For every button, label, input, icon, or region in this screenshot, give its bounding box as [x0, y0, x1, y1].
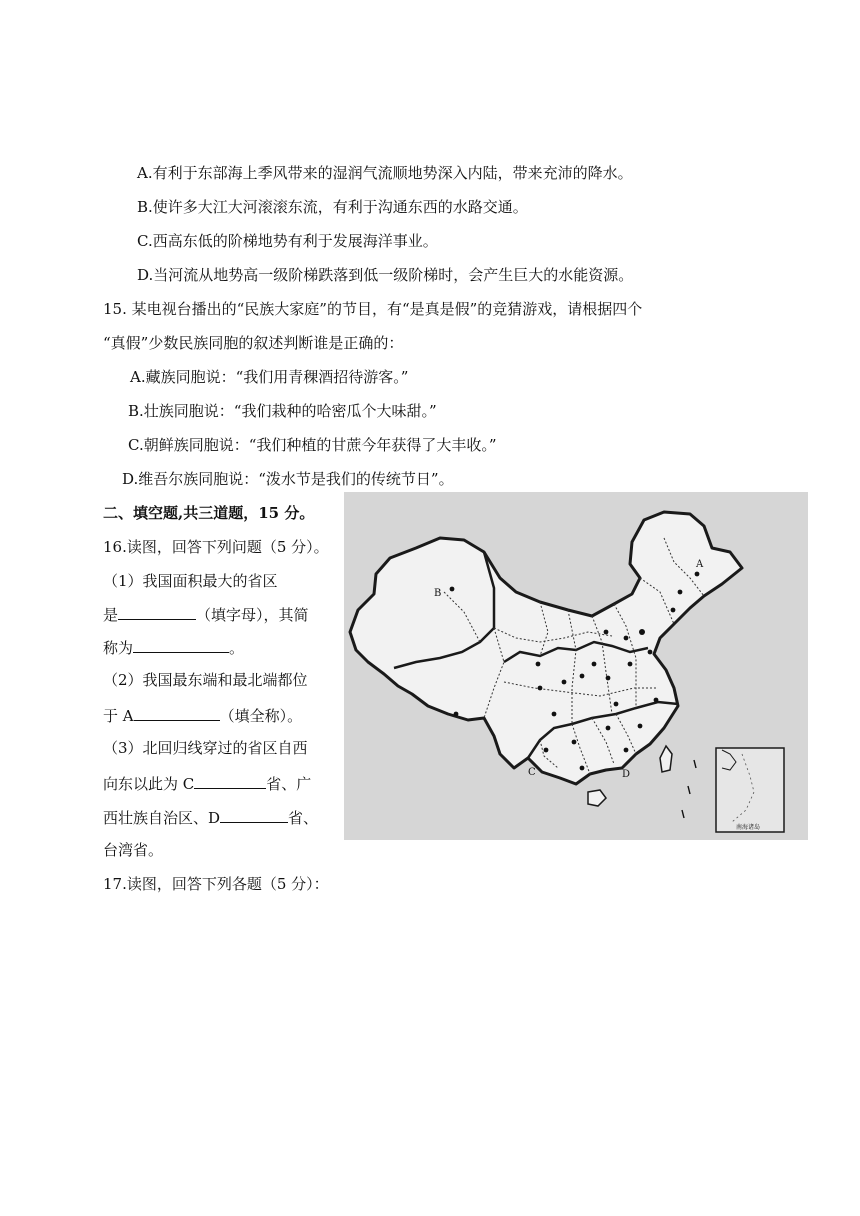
q16-part3-text-c: 西壮族自治区、D	[103, 809, 221, 827]
inset-caption: 南海诸岛	[735, 824, 761, 831]
q15-option-a: A.藏族同胞说：“我们用青稞酒招待游客。”	[130, 368, 409, 386]
answer-blank-3[interactable]	[134, 704, 220, 721]
q16-part1-text-b: （填字母），其简	[196, 606, 309, 624]
answer-blank-2[interactable]	[133, 636, 229, 653]
q15-option-c: C.朝鲜族同胞说：“我们种植的甘蔗今年获得了大丰收。”	[128, 436, 497, 454]
q16-part1-line3	[103, 636, 244, 658]
q16-title: 16.读图，回答下列问题（5 分）。	[103, 538, 329, 556]
q16-part1-text-c: 称为	[103, 639, 134, 657]
map-label-b: B	[434, 588, 442, 599]
q16-part2-text-a: 于 A	[103, 707, 134, 725]
q16-part3-line2	[103, 772, 311, 794]
q16-part3-line4: 台湾省。	[103, 841, 164, 859]
q16-part2-text-b: （填全称）。	[219, 707, 303, 725]
q16-part3-text-a: 向东以此为 C	[103, 775, 195, 793]
q15-stem-line1: 15. 某电视台播出的“民族大家庭”的节目，有“是真是假”的竞猜游戏，请根据四个	[103, 300, 643, 318]
q17-title: 17.读图，回答下列各题（5 分）：	[103, 875, 329, 893]
q14-option-a: A.有利于东部海上季风带来的湿润气流顺地势深入内陆，带来充沛的降水。	[137, 164, 633, 182]
answer-blank-5[interactable]	[220, 806, 288, 823]
map-label-c: C	[528, 767, 536, 778]
q16-part1-text-a: 是	[103, 606, 119, 624]
q16-part3-text-b: 省、广	[266, 775, 312, 793]
map-label-a: A	[696, 559, 704, 570]
q16-part3-line1: （3）北回归线穿过的省区自西	[103, 739, 308, 757]
answer-blank-4[interactable]	[194, 772, 266, 789]
q15-option-b: B.壮族同胞说：“我们栽种的哈密瓜个大味甜。”	[128, 402, 437, 420]
south-china-sea-inset	[716, 748, 784, 832]
q15-option-d: D.维吾尔族同胞说：“泼水节是我们的传统节日”。	[122, 470, 454, 488]
q16-part1-line2	[103, 603, 309, 625]
q16-part1-text-d: 。	[229, 639, 245, 657]
section-heading: 二、填空题,共三道题，15 分。	[103, 504, 315, 522]
q16-part2-line2	[103, 704, 302, 726]
q15-stem-line2: “真假”少数民族同胞的叙述判断谁是正确的：	[103, 334, 404, 352]
q16-part2-line1: （2）我国最东端和最北端都位	[103, 671, 308, 689]
q16-part3-text-d: 省、	[288, 809, 319, 827]
q16-part1-line1: （1）我国面积最大的省区	[103, 572, 278, 590]
answer-blank-1[interactable]	[118, 603, 196, 620]
q14-option-b: B.使许多大江大河滚滚东流，有利于沟通东西的水路交通。	[137, 198, 528, 216]
china-map-figure	[344, 492, 808, 840]
q14-option-c: C.西高东低的阶梯地势有利于发展海洋事业。	[137, 232, 438, 250]
q16-part3-line3	[103, 806, 318, 828]
map-label-d: D	[622, 769, 631, 780]
q14-option-d: D.当河流从地势高一级阶梯跌落到低一级阶梯时，会产生巨大的水能资源。	[137, 266, 634, 284]
